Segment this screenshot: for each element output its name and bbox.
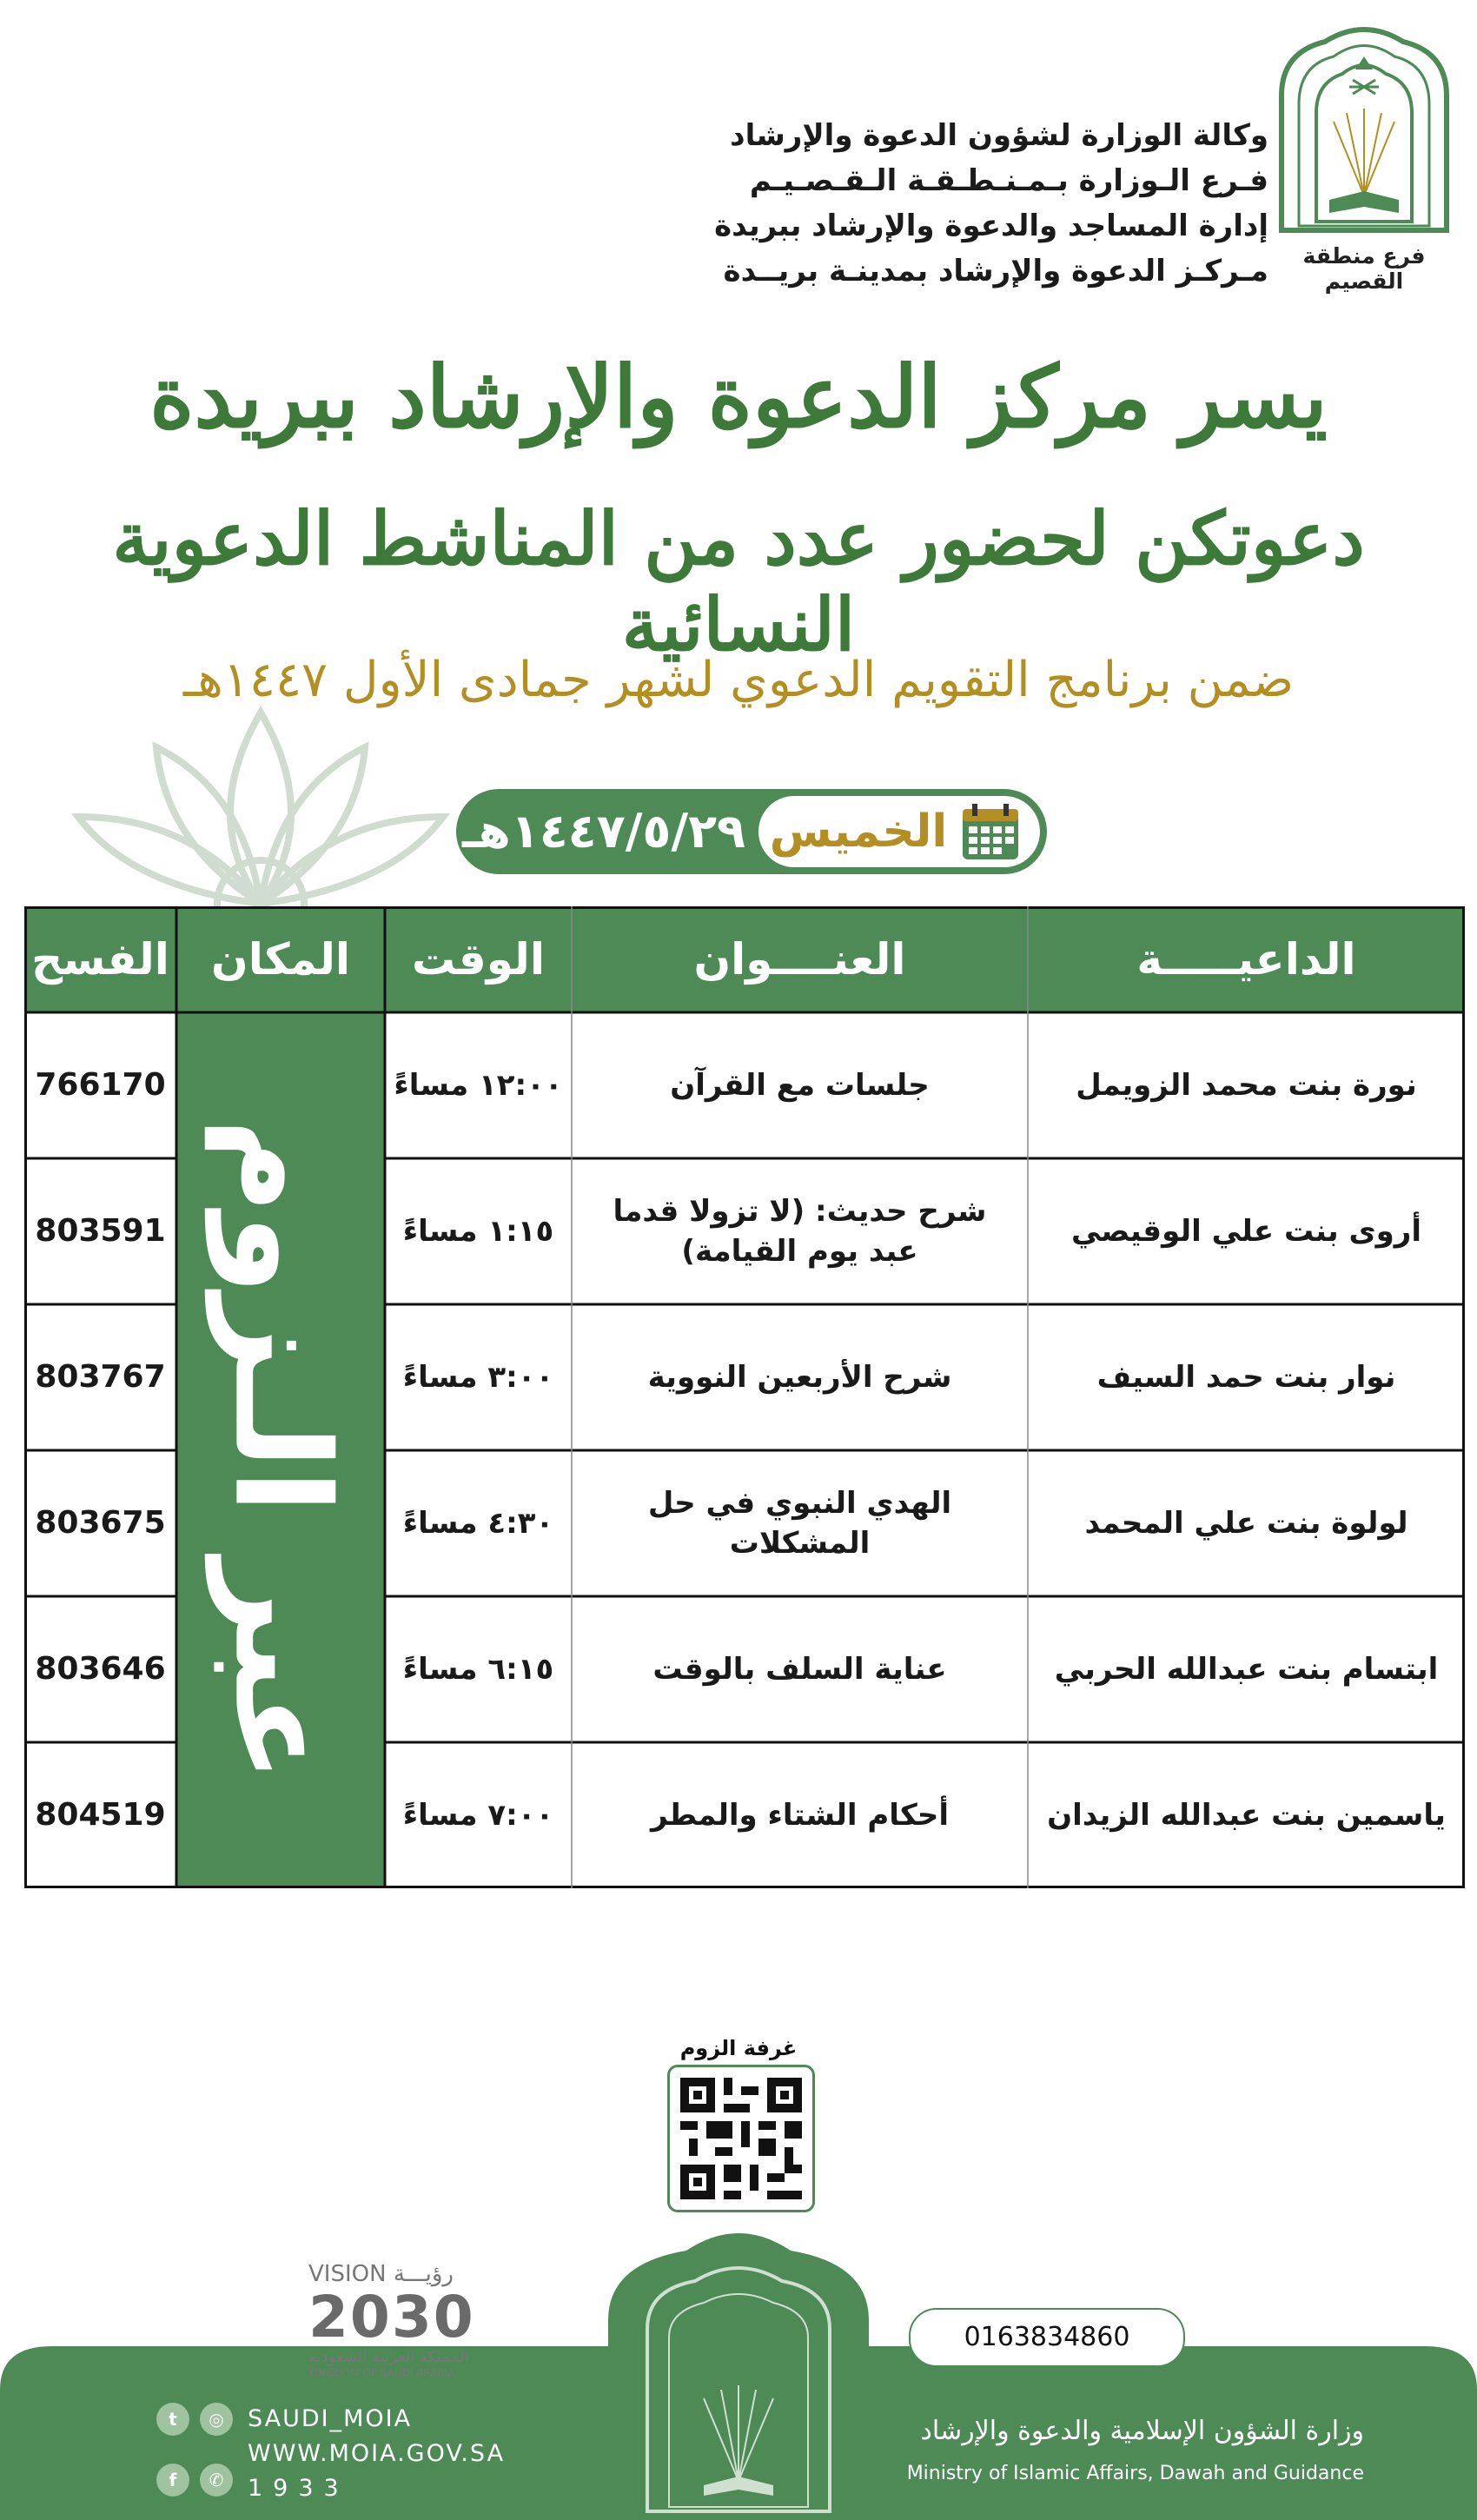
table-cell-time: ١:١٥ مساءً (402, 1214, 554, 1249)
column-header-time: الوقت (385, 906, 572, 1012)
facebook-icon[interactable]: f (156, 2464, 189, 2497)
column-header-venue: المكان (176, 906, 385, 1012)
main-title: يسر مركز الدعوة والإرشاد ببريدة (149, 348, 1328, 448)
table-cell-speaker: ياسمين بنت عبدالله الزيدان (1047, 1798, 1446, 1833)
lotus-ornament-icon (43, 686, 478, 912)
calendar-icon (960, 802, 1021, 861)
twitter-icon[interactable]: t (156, 2403, 189, 2436)
vision-2030-title: VISION رؤيـــة (308, 2261, 454, 2287)
table-cell-time: ٤:٣٠ مساءً (402, 1506, 554, 1541)
table-cell-title: عناية السلف بالوقت (652, 1652, 947, 1687)
table-cell-time: ٧:٠٠ مساءً (402, 1798, 554, 1833)
vision-2030-logo: 2030 (308, 2284, 475, 2351)
table-cell-speaker: نوار بنت حمد السيف (1096, 1360, 1396, 1395)
header-line: مـركـز الدعوة والإرشاد بمدينـة بريــدة (723, 254, 1268, 288)
phone-icon[interactable]: ✆ (200, 2464, 233, 2497)
day-name: الخميس (769, 806, 948, 858)
founding-year: 1933 (248, 2475, 349, 2502)
ministry-name-en: Ministry of Islamic Affairs, Dawah and Guidance (906, 2463, 1364, 2484)
table-cell-speaker: نورة بنت محمد الزويمل (1076, 1068, 1417, 1103)
table-cell-code: 803767 (35, 1359, 166, 1395)
instagram-icon[interactable]: ◎ (200, 2403, 233, 2436)
column-header-title: العنــــوان (572, 906, 1028, 1012)
header-organization-lines (660, 113, 1268, 294)
header-line: وكالة الوزارة لشؤون الدعوة والإرشاد (730, 118, 1268, 153)
table-cell-speaker: ابتسام بنت عبدالله الحربي (1054, 1652, 1439, 1687)
table-cell-code: 766170 (35, 1067, 166, 1103)
table-cell-time: ٦:١٥ مساءً (402, 1652, 554, 1687)
ministry-logo-icon (1273, 17, 1455, 235)
phone-number[interactable]: 0163834860 (964, 2322, 1130, 2352)
table-cell-code: 803591 (35, 1213, 166, 1249)
header-line: فـرع الـوزارة بـمـنـطـقـة الـقـصـيـم (749, 163, 1268, 198)
zoom-qr-code[interactable] (667, 2065, 815, 2212)
table-cell-code: 803675 (35, 1505, 166, 1541)
table-cell-title: الهدي النبوي في حل المشكلات (647, 1486, 952, 1561)
table-grid (24, 906, 1465, 1888)
schedule-table (24, 906, 1465, 1888)
table-cell-title: شرح الأربعين النووية (647, 1360, 952, 1395)
table-cell-title: جلسات مع القرآن (670, 1068, 930, 1103)
subtitle: دعوتكن لحضور عدد من المناشط الدعوية النسائية (112, 495, 1365, 667)
table-cell-code: 804519 (35, 1797, 166, 1833)
social-handle[interactable]: SAUDI_MOIA (248, 2405, 413, 2432)
table-cell-title: أحكام الشتاء والمطر (651, 1798, 949, 1833)
table-cell-speaker: لولوة بنت علي المحمد (1084, 1506, 1408, 1541)
table-cell-time: ١٢:٠٠ مساءً (394, 1068, 563, 1103)
ministry-name-ar: وزارة الشؤون الإسلامية والدعوة والإرشاد (920, 2416, 1364, 2446)
qr-code-icon (680, 2078, 802, 2199)
qr-label: غرفة الزوم (679, 2036, 798, 2060)
table-cell-time: ٣:٠٠ مساءً (402, 1360, 554, 1395)
venue-label: عبر الـزوم (205, 1117, 357, 1783)
website-link[interactable]: WWW.MOIA.GOV.SA (248, 2440, 506, 2467)
program-subtitle: ضمن برنامج التقويم الدعوي لشهر جمادى الأول ١٤٤٧هـ (182, 652, 1295, 708)
table-cell-title: شرح حديث: (لا تزولا قدما عبد يوم القيامة) (613, 1194, 987, 1269)
vision-kingdom-ar: المملكة العربية السعودية (308, 2348, 469, 2366)
logo-caption: فرع منطقة القصيم (1302, 243, 1426, 294)
vision-kingdom-en: KINGDOM OF SAUDI ARABIA (308, 2367, 455, 2379)
table-cell-speaker: أروى بنت علي الوقيصي (1071, 1214, 1421, 1249)
header-line: إدارة المساجد والدعوة والإرشاد ببريدة (714, 209, 1268, 243)
column-header-code: الفسح (24, 906, 176, 1012)
column-header-speaker: الداعيـــــة (1028, 906, 1465, 1012)
hijri-date: ١٤٤٧/٥/٢٩هـ (461, 804, 746, 859)
table-cell-code: 803646 (35, 1651, 166, 1687)
